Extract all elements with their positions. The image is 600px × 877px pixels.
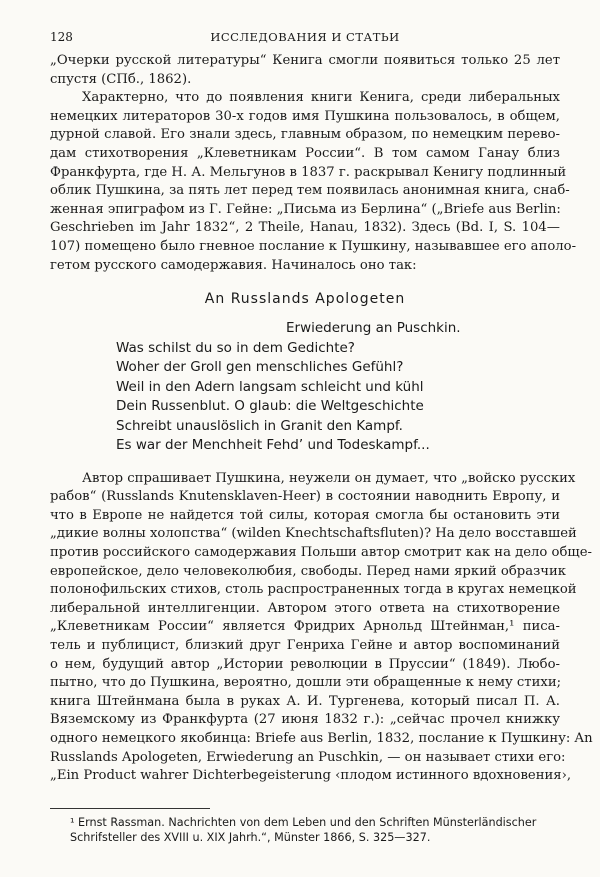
text-line: „Клеветникам России“ является Фридрих Арнольд Штейнман,¹ писа-: [50, 619, 560, 635]
text-line: облик Пушкина, за пять лет перед тем появилась анонимная книга, снаб-: [50, 183, 570, 199]
text-line: „Очерки русской литературы“ Кенига смогли появиться только 25 лет: [50, 53, 560, 68]
text-line: одного немецкого якобинца: Briefe aus Berlin, 1832, послание к Пушкину: An: [50, 730, 593, 746]
footnote-line: Schrifsteller des XVIII u. XIX Jahrh.“, Münster 1866, S. 325—327.: [70, 830, 431, 844]
text-line: книга Штейнмана была в руках А. И. Тургенева, который писал П. А.: [50, 693, 560, 709]
footnote-divider: [50, 808, 210, 809]
spacer: [50, 456, 560, 470]
text-line: рабов“ (Russlands Knutensklaven-Heer) в состоянии наводнить Европу, и: [50, 489, 560, 505]
footnote: [50, 815, 560, 845]
paragraph-1: [50, 89, 577, 275]
text-line: дам стихотворения „Клеветникам России“. В том самом Ганау близ: [50, 145, 560, 161]
poem-line: Dein Russenblut. O glaub: die Weltgeschichte: [116, 398, 424, 415]
text-line: либеральной интеллигенции. Автором этого ответа на стихотворение: [50, 600, 560, 616]
poem-line: Woher der Groll gen menschliches Gefühl?: [116, 359, 404, 376]
text-line: европейское, дело человеколюбия, свободы. Перед нами яркий образчик: [50, 563, 567, 579]
poem-line: Weil in den Adern langsam schleicht und kühl: [116, 378, 424, 395]
poem-line: Schreibt unauslöslich in Granit den Kampf.: [116, 417, 403, 434]
footnote-line: ¹ Ernst Rassman. Nachrichten von dem Leben und den Schriften Münsterländischer: [70, 815, 537, 829]
page: [50, 30, 593, 845]
text-line: „Ein Product wahrer Dichterbegeisterung ‹плодом истинного вдохновения›,: [50, 768, 572, 784]
text-line: немецких литераторов 30-х годов имя Пушкина пользовалось, в общем,: [50, 108, 560, 124]
poem-subtitle: Erwiederung an Puschkin.: [286, 320, 461, 337]
text-line: „дикие волны холопства“ (wilden Knechtschaftsfluten)? На дело восставшей: [50, 526, 577, 542]
text-line: против российского самодержавия Польши автор смотрит как на дело обще-: [50, 545, 592, 560]
text-line: Франкфурта, где Н. А. Мельгунов в 1837 г. раскрывал Кенигу подлинный: [50, 164, 567, 180]
text-line: тель и публицист, близкий друг Генриха Гейне и автор воспоминаний: [50, 637, 560, 653]
page-number: 128: [50, 30, 73, 44]
poem-line: Es war der Menchheit Fehd’ und Todeskampf...: [116, 437, 430, 454]
poem: [116, 319, 560, 456]
intro-paragraph: [50, 52, 560, 89]
poem-line: Was schilst du so in dem Gedichte?: [116, 339, 355, 356]
section-title: ИССЛЕДОВАНИЯ И СТАТЬИ: [210, 30, 400, 44]
text-line: дурной славой. Его знали здесь, главным образом, по немецким перево-: [50, 127, 560, 143]
running-head: [50, 30, 560, 52]
text-line: пытно, что до Пушкина, вероятно, дошли эти обращенные к нему стихи;: [50, 675, 562, 691]
text-line: 107) помещено было гневное послание к Пушкину, называвшее его аполо-: [50, 238, 577, 254]
text-line: о нем, будущий автор „Истории революции в Пруссии“ (1849). Любо-: [50, 656, 560, 672]
poem-title: An Russlands Apologeten: [204, 291, 406, 308]
text-line: Russlands Apologeten, Erwiederung an Puschkin, — он называет стихи его:: [50, 749, 566, 765]
text-line: гетом русского самодержавия. Начиналось оно так:: [50, 257, 417, 273]
text-line: полонофильских стихов, столь распространенных тогда в кругах немецкой: [50, 582, 577, 598]
text-line: Geschrieben im Jahr 1832“, 2 Theile, Hanau, 1832). Здесь (Bd. I, S. 104—: [50, 220, 560, 236]
text-line: Характерно, что до появления книги Кенига, среди либеральных: [82, 90, 560, 106]
text-line: Вяземскому из Франкфурта (27 июня 1832 г.): „сейчас прочел книжку: [50, 712, 560, 728]
text-line: что в Европе не найдется той силы, которая смогла бы остановить эти: [50, 507, 560, 523]
text-line: женная эпиграфом из Г. Гейне: „Письма из Берлина“ („Briefe aus Berlin:: [50, 201, 561, 217]
text-line: спустя (СПб., 1862).: [50, 71, 192, 87]
text-line: Автор спрашивает Пушкина, неужели он думает, что „войско русских: [82, 470, 576, 486]
paragraph-2: [50, 470, 593, 786]
